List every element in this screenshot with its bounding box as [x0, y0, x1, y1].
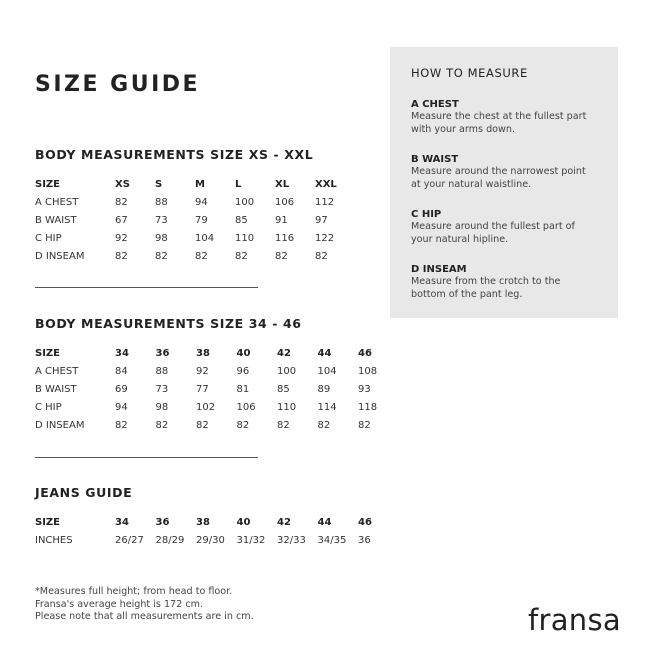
footnote — [35, 586, 254, 624]
header-cell: 36 — [155, 348, 170, 359]
table-cell: 82 — [195, 251, 208, 262]
table-cell: 106 — [236, 402, 256, 413]
header-cell: M — [195, 179, 205, 190]
header-cell: S — [155, 179, 163, 190]
header-cell: SIZE — [35, 517, 61, 528]
table-cell: 94 — [115, 402, 128, 413]
section-divider — [35, 457, 258, 458]
measure-item-hip — [411, 208, 611, 246]
row-label: INCHES — [35, 535, 73, 546]
measure-item-line: with your arms down. — [411, 123, 516, 135]
measure-item-label: A CHEST — [411, 99, 459, 110]
table-cell: 112 — [315, 197, 335, 208]
page-title: SIZE GUIDE — [35, 72, 201, 97]
table-cell: 94 — [195, 197, 208, 208]
header-cell: 38 — [196, 517, 210, 528]
table-cell: 82 — [358, 420, 371, 431]
table-cell: 82 — [235, 251, 248, 262]
table-cell: 34/35 — [317, 535, 347, 546]
row-label: B WAIST — [35, 215, 77, 226]
table-cell: 84 — [115, 366, 128, 377]
header-cell: 44 — [317, 517, 332, 528]
body-numeric-table — [35, 345, 399, 435]
table-row — [35, 212, 355, 230]
header-cell: 42 — [277, 348, 291, 359]
table-cell: 110 — [277, 402, 297, 413]
row-label: D INSEAM — [35, 251, 85, 262]
table-header-row — [35, 345, 399, 363]
row-label: A CHEST — [35, 197, 79, 208]
table-cell: 31/32 — [236, 535, 266, 546]
table-cell: 102 — [196, 402, 216, 413]
table-row — [35, 399, 399, 417]
row-label: B WAIST — [35, 384, 77, 395]
table-cell: 122 — [315, 233, 335, 244]
row-label: C HIP — [35, 402, 62, 413]
footnote-line: *Measures full height; from head to floor. — [35, 586, 233, 597]
table-cell: 82 — [115, 251, 128, 262]
header-cell: XL — [275, 179, 290, 190]
table-cell: 92 — [196, 366, 209, 377]
table-cell: 98 — [155, 233, 168, 244]
header-cell: SIZE — [35, 179, 61, 190]
table-cell: 69 — [115, 384, 128, 395]
table-cell: 116 — [275, 233, 295, 244]
table-row — [35, 248, 355, 266]
body-numeric-heading: BODY MEASUREMENTS SIZE 34 - 46 — [35, 316, 302, 331]
measure-item-label: B WAIST — [411, 154, 459, 165]
table-row — [35, 417, 399, 435]
table-cell: 32/33 — [277, 535, 306, 546]
body-alpha-table — [35, 176, 355, 266]
row-label: D INSEAM — [35, 420, 85, 431]
table-row — [35, 194, 355, 212]
table-cell: 88 — [155, 197, 168, 208]
measure-item-line: Measure the chest at the fullest part — [411, 111, 587, 122]
table-cell: 93 — [358, 384, 371, 395]
section-divider — [35, 287, 258, 288]
table-cell: 79 — [195, 215, 208, 226]
footnote-line: Please note that all measurements are in cm. — [35, 611, 254, 622]
measure-item-line: at your natural waistline. — [411, 178, 532, 190]
table-row — [35, 363, 399, 381]
measure-item-label: C HIP — [411, 209, 442, 220]
table-row — [35, 381, 399, 399]
table-cell: 82 — [115, 197, 128, 208]
table-cell: 82 — [236, 420, 250, 431]
header-cell: 42 — [277, 517, 291, 528]
table-cell: 88 — [155, 366, 169, 377]
table-cell: 82 — [315, 251, 328, 262]
table-cell: 67 — [115, 215, 128, 226]
jeans-heading: JEANS GUIDE — [35, 485, 133, 500]
measure-item-label: D INSEAM — [411, 264, 467, 275]
header-cell: 40 — [236, 348, 251, 359]
table-cell: 77 — [196, 384, 209, 395]
measure-item-inseam — [411, 263, 611, 301]
table-cell: 85 — [235, 215, 248, 226]
table-cell: 82 — [155, 251, 168, 262]
jeans-table — [35, 514, 399, 550]
header-cell: 40 — [236, 517, 251, 528]
header-cell: 46 — [358, 348, 372, 359]
measure-item-line: bottom of the pant leg. — [411, 288, 523, 300]
table-cell: 114 — [317, 402, 337, 413]
header-cell: L — [235, 179, 242, 190]
table-cell: 97 — [315, 215, 328, 226]
table-cell: 96 — [236, 366, 250, 377]
table-row — [35, 532, 399, 550]
table-cell: 73 — [155, 215, 168, 226]
table-cell: 81 — [236, 384, 250, 395]
how-to-measure-title: HOW TO MEASURE — [411, 66, 528, 80]
table-cell: 82 — [196, 420, 209, 431]
table-header-row — [35, 176, 355, 194]
footnote-line: Fransa's average height is 172 cm. — [35, 598, 203, 610]
measure-item-line: Measure around the narrowest point — [411, 166, 586, 177]
table-cell: 82 — [275, 251, 288, 262]
table-cell: 91 — [275, 215, 288, 226]
table-cell: 29/30 — [196, 535, 225, 546]
table-cell: 85 — [277, 384, 290, 395]
header-cell: XXL — [315, 179, 337, 190]
header-cell: XS — [115, 179, 130, 190]
table-cell: 73 — [155, 384, 169, 395]
header-cell: 38 — [196, 348, 210, 359]
measure-item-line: Measure around the fullest part of — [411, 221, 575, 232]
table-cell: 108 — [358, 366, 378, 377]
table-cell: 100 — [277, 366, 297, 377]
table-cell: 118 — [358, 402, 378, 413]
table-cell: 100 — [235, 197, 255, 208]
header-cell: 34 — [115, 517, 129, 528]
table-row — [35, 230, 355, 248]
table-cell: 82 — [115, 420, 128, 431]
body-alpha-heading: BODY MEASUREMENTS SIZE XS - XXL — [35, 147, 314, 162]
table-cell: 106 — [275, 197, 295, 208]
row-label: C HIP — [35, 233, 62, 244]
table-cell: 82 — [155, 420, 169, 431]
measure-item-line: your natural hipline. — [411, 233, 509, 245]
table-cell: 82 — [317, 420, 331, 431]
table-cell: 104 — [195, 233, 215, 244]
table-cell: 89 — [317, 384, 331, 395]
table-cell: 98 — [155, 402, 169, 413]
header-cell: 34 — [115, 348, 129, 359]
table-cell: 36 — [358, 535, 371, 546]
header-cell: 44 — [317, 348, 332, 359]
header-cell: SIZE — [35, 348, 61, 359]
table-cell: 110 — [235, 233, 255, 244]
header-cell: 46 — [358, 517, 372, 528]
measure-item-waist — [411, 153, 611, 191]
table-cell: 28/29 — [155, 535, 185, 546]
table-cell: 92 — [115, 233, 128, 244]
row-label: A CHEST — [35, 366, 79, 377]
measure-item-line: Measure from the crotch to the — [411, 276, 561, 287]
table-cell: 82 — [277, 420, 290, 431]
fransa-logo: fransa — [528, 603, 621, 637]
table-cell: 104 — [317, 366, 337, 377]
header-cell: 36 — [155, 517, 170, 528]
table-header-row — [35, 514, 399, 532]
table-cell: 26/27 — [115, 535, 144, 546]
how-to-measure-panel — [390, 47, 618, 318]
measure-item-chest — [411, 98, 611, 136]
